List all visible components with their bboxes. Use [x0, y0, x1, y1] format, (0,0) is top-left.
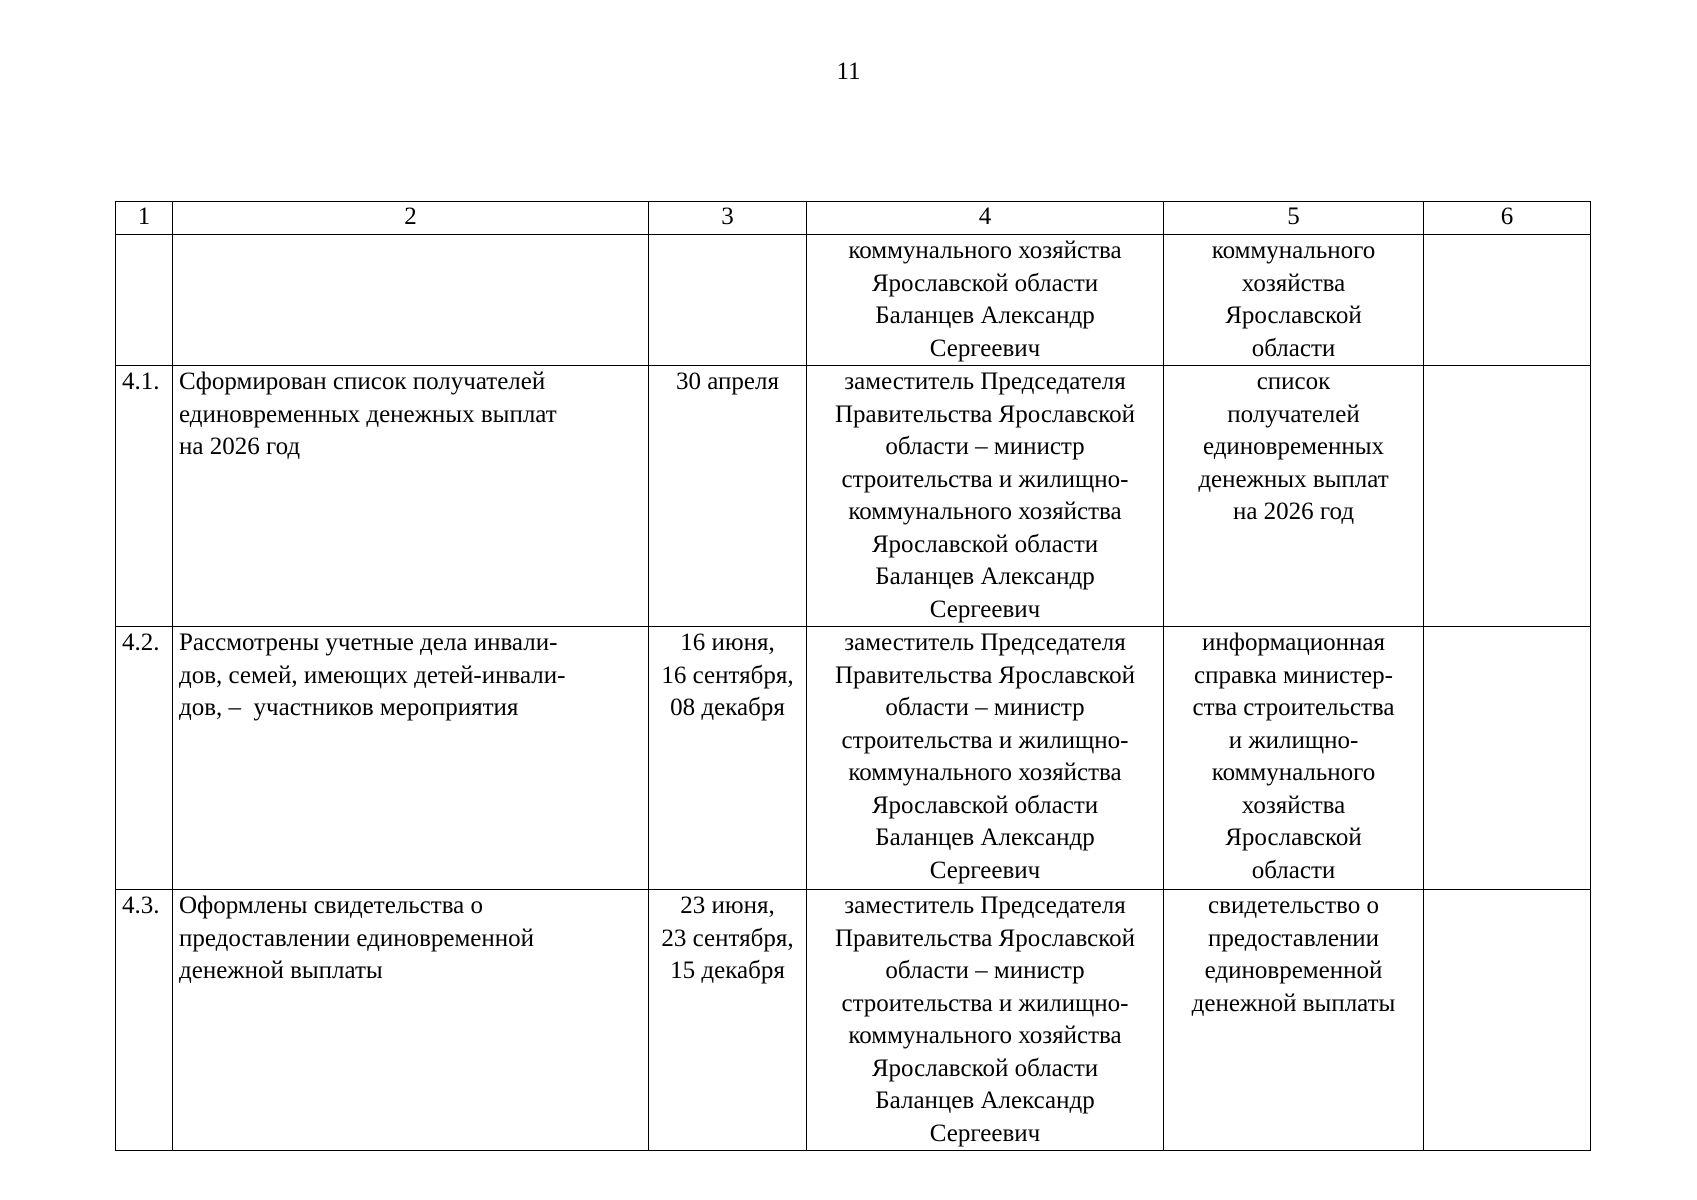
- deadline-line: 30 апреля: [676, 368, 779, 395]
- result-line: справка министер-: [1194, 661, 1393, 689]
- responsible-line: Ярославской области: [871, 269, 1099, 297]
- column-number-header: 4: [807, 202, 1164, 235]
- item-number-cell: [116, 235, 173, 366]
- responsible-line: заместитель Председателя: [844, 629, 1126, 656]
- item-number-cell: 4.1.: [116, 366, 173, 627]
- responsible-line: коммунального хозяйства: [848, 498, 1122, 525]
- responsible-line: Правительства Ярославской: [834, 661, 1136, 689]
- responsible-line: области – министр: [885, 694, 1085, 721]
- deadline-cell: [649, 366, 807, 627]
- result-line: коммунального: [1211, 759, 1376, 786]
- responsible-line: Правительства Ярославской: [834, 400, 1136, 428]
- responsible-line: заместитель Председателя: [844, 892, 1126, 919]
- responsible-line: коммунального хозяйства: [848, 1022, 1122, 1049]
- task-line: на 2026 год: [179, 433, 301, 460]
- plan-table: [115, 201, 1591, 1151]
- responsible-line: строительства и жилищно-: [841, 726, 1129, 754]
- result-line: денежной выплаты: [1191, 989, 1396, 1017]
- result-line: денежных выплат: [1198, 465, 1389, 493]
- task-cell: [173, 890, 649, 1151]
- result-line: получателей: [1227, 400, 1360, 428]
- responsible-line: заместитель Председателя: [844, 368, 1126, 395]
- responsible-cell: [807, 366, 1164, 627]
- item-number-cell: 4.2.: [116, 627, 173, 890]
- table-row: [116, 890, 1591, 1151]
- table-row: [116, 627, 1591, 890]
- note-cell: [1424, 235, 1591, 366]
- deadline-cell: [649, 890, 807, 1151]
- table-header-row: [116, 202, 1591, 235]
- result-cell: [1164, 366, 1424, 627]
- responsible-line: Баланцев Александр: [875, 824, 1095, 851]
- result-line: список: [1256, 368, 1331, 395]
- result-line: Ярославской: [1225, 302, 1362, 329]
- deadline-line: 23 июня,: [680, 892, 775, 919]
- responsible-line: строительства и жилищно-: [841, 989, 1129, 1017]
- responsible-line: Сергеевич: [929, 1119, 1041, 1147]
- table-row-continuation: [116, 235, 1591, 366]
- responsible-line: Сергеевич: [929, 595, 1041, 623]
- result-cell: [1164, 627, 1424, 890]
- deadline-cell: [649, 235, 807, 366]
- responsible-cell: [807, 235, 1164, 366]
- result-line: ства строительства: [1192, 694, 1395, 721]
- result-line: свидетельство о: [1208, 892, 1379, 919]
- responsible-cell: [807, 890, 1164, 1151]
- result-line: Ярославской: [1225, 824, 1362, 851]
- task-line: предоставлении единовременной: [179, 924, 535, 952]
- responsible-line: Ярославской области: [871, 530, 1099, 558]
- result-line: на 2026 год: [1232, 498, 1355, 525]
- responsible-line: Сергеевич: [929, 334, 1041, 362]
- task-line: Оформлены свидетельства о: [179, 892, 484, 919]
- result-line: единовременной: [1204, 957, 1383, 984]
- task-cell: [173, 235, 649, 366]
- note-cell: [1424, 366, 1591, 627]
- result-line: единовременных: [1202, 433, 1385, 460]
- task-line: денежной выплаты: [179, 957, 383, 984]
- result-cell: [1164, 890, 1424, 1151]
- deadline-line: 16 сентября,: [661, 661, 794, 689]
- task-cell: [173, 627, 649, 890]
- responsible-line: Баланцев Александр: [875, 563, 1095, 590]
- responsible-line: Баланцев Александр: [875, 302, 1095, 329]
- deadline-line: 15 декабря: [670, 957, 785, 984]
- task-line: дов, – участников мероприятия: [179, 694, 519, 721]
- column-number-header: 6: [1424, 202, 1591, 235]
- page-number: 11: [836, 58, 861, 85]
- task-line: дов, семей, имеющих детей-инвали-: [179, 661, 566, 689]
- result-line: и жилищно-: [1228, 726, 1359, 754]
- result-line: хозяйства: [1241, 791, 1346, 819]
- deadline-line: 16 июня,: [680, 629, 775, 656]
- deadline-line: 08 декабря: [670, 694, 785, 721]
- responsible-line: коммунального хозяйства: [848, 237, 1122, 264]
- column-number-header: 5: [1164, 202, 1424, 235]
- column-number-header: 1: [116, 202, 173, 235]
- responsible-line: Сергеевич: [929, 856, 1041, 884]
- responsible-line: коммунального хозяйства: [848, 759, 1122, 786]
- result-line: предоставлении: [1207, 924, 1380, 952]
- table-row: [116, 366, 1591, 627]
- deadline-cell: [649, 627, 807, 890]
- result-line: хозяйства: [1241, 269, 1346, 297]
- deadline-line: 23 сентября,: [661, 924, 794, 952]
- responsible-cell: [807, 627, 1164, 890]
- note-cell: [1424, 890, 1591, 1151]
- item-number-cell: 4.3.: [116, 890, 173, 1151]
- responsible-line: Правительства Ярославской: [834, 924, 1136, 952]
- result-line: области: [1251, 334, 1336, 362]
- result-line: области: [1251, 856, 1336, 884]
- result-line: коммунального: [1211, 237, 1376, 264]
- result-line: информационная: [1202, 629, 1385, 656]
- responsible-line: Баланцев Александр: [875, 1087, 1095, 1114]
- responsible-line: области – министр: [885, 433, 1085, 460]
- note-cell: [1424, 627, 1591, 890]
- task-line: Рассмотрены учетные дела инвали-: [179, 629, 558, 656]
- responsible-line: Ярославской области: [871, 1054, 1099, 1082]
- task-line: единовременных денежных выплат: [179, 400, 557, 428]
- responsible-line: области – министр: [885, 957, 1085, 984]
- responsible-line: Ярославской области: [871, 791, 1099, 819]
- task-cell: [173, 366, 649, 627]
- result-cell: [1164, 235, 1424, 366]
- responsible-line: строительства и жилищно-: [841, 465, 1129, 493]
- task-line: Сформирован список получателей: [179, 368, 546, 395]
- column-number-header: 3: [649, 202, 807, 235]
- column-number-header: 2: [173, 202, 649, 235]
